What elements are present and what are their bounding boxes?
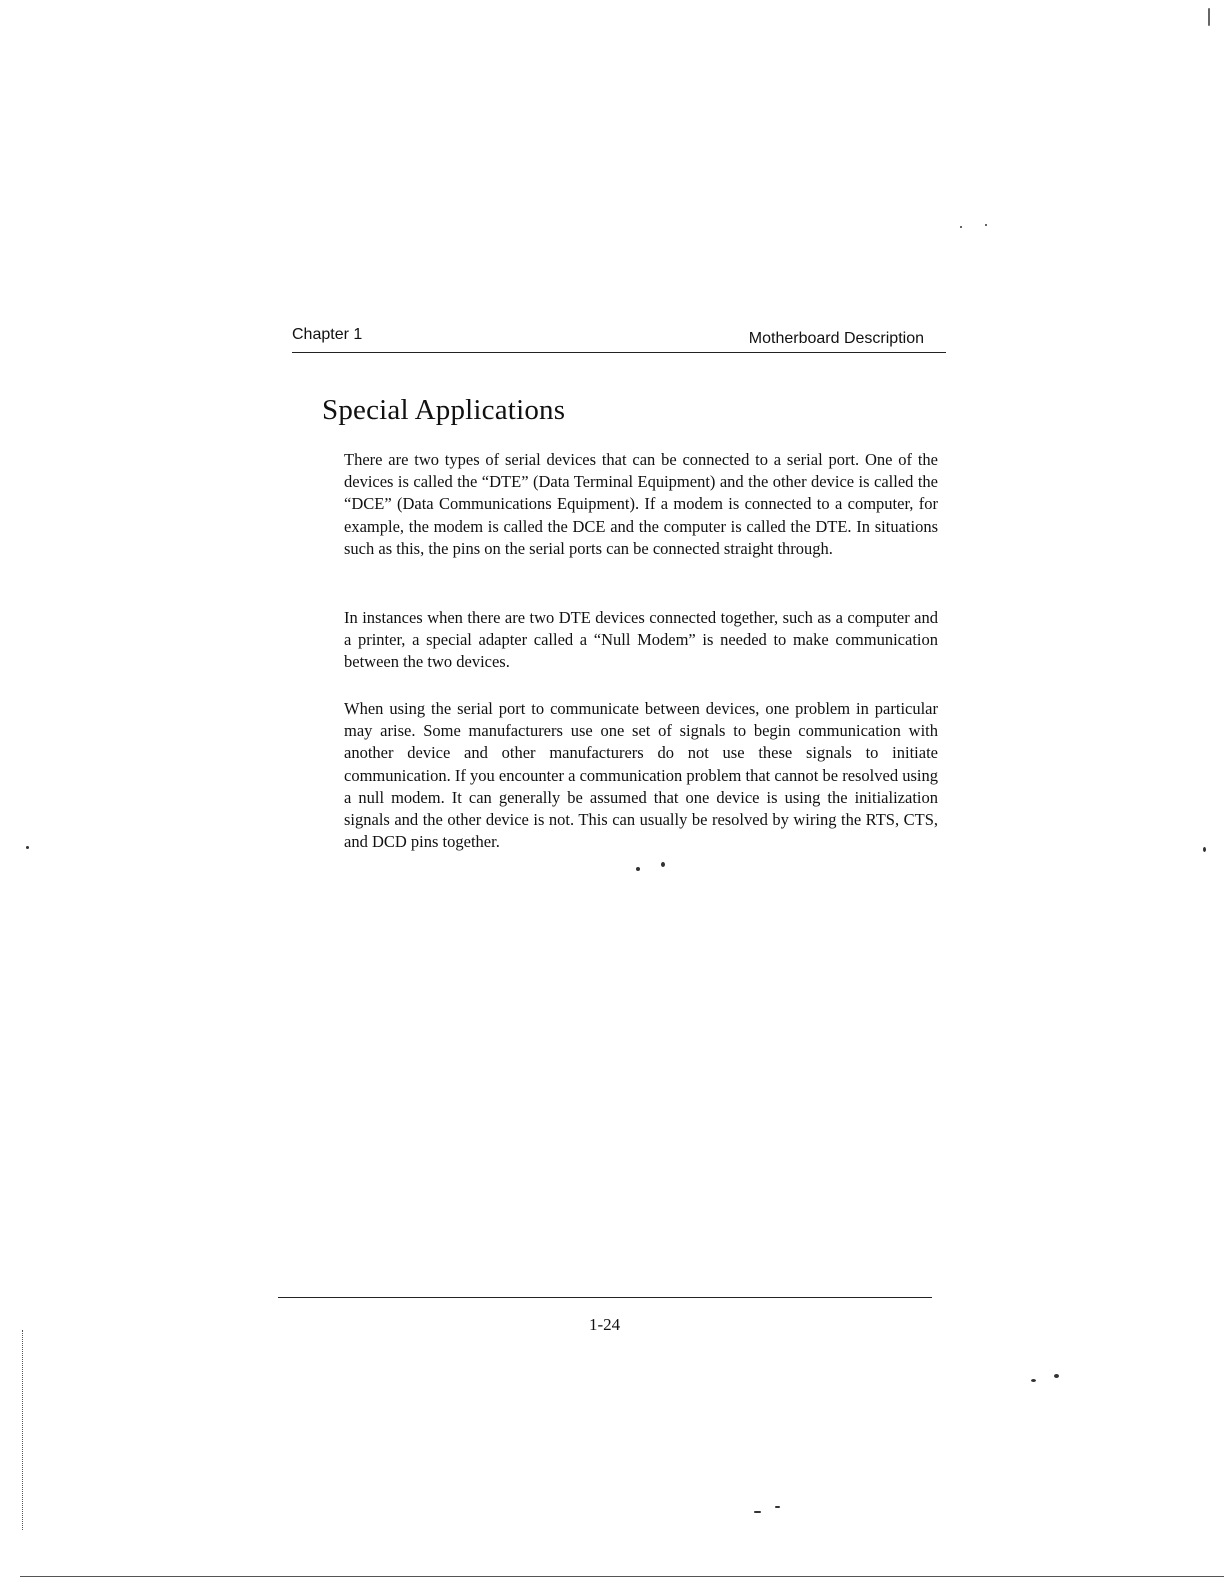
running-header bbox=[292, 326, 946, 353]
scan-speck bbox=[1208, 8, 1210, 26]
scan-speck bbox=[1031, 1379, 1036, 1382]
page-number: 1-24 bbox=[589, 1315, 621, 1334]
header-title: Motherboard Description bbox=[748, 330, 924, 347]
scan-speck bbox=[1054, 1374, 1059, 1378]
scan-speck bbox=[1203, 847, 1206, 852]
scan-left-edge-artifact bbox=[22, 1330, 25, 1530]
paragraph-dte-dce: There are two types of serial devices that can be connected to a serial port. One of the devices is called the “DTE” (Data Terminal Equipment) and the other device is called the “DCE” (Data Communications Equipment). If a modem is connected to a computer, for example, the modem is called the DCE and the computer is called the DTE. In situations such as this, the pins on the serial ports can be connected straight through. bbox=[344, 450, 938, 558]
paragraph-null-modem: In instances when there are two DTE devices connected together, such as a computer and a printer, a special adapter called a “Null Modem” is needed to make communication between the two devices. bbox=[344, 608, 938, 672]
scan-speck bbox=[985, 224, 987, 226]
scan-speck bbox=[636, 867, 640, 871]
scan-speck bbox=[754, 1511, 761, 1513]
paragraph-signals: When using the serial port to communicate between devices, one problem in particular may arise. Some manufacturers use one set of signals to begin communication with another device and other manufacturers do not use these signals to initiate communication. If you encounter a communication problem that cannot be resolved using a null modem. It can generally be assumed that one device is using the initialization signals and the other device is not. This can usually be resolved by wiring the RTS, CTS, and DCD pins together. bbox=[344, 699, 938, 852]
footer-rule bbox=[278, 1297, 932, 1298]
scan-speck bbox=[775, 1506, 780, 1508]
scan-speck bbox=[661, 862, 665, 867]
scan-speck bbox=[960, 226, 962, 228]
chapter-label: Chapter 1 bbox=[292, 326, 363, 343]
scan-speck bbox=[26, 846, 29, 849]
section-title: Special Applications bbox=[322, 394, 566, 426]
scan-bottom-edge bbox=[20, 1576, 1224, 1577]
